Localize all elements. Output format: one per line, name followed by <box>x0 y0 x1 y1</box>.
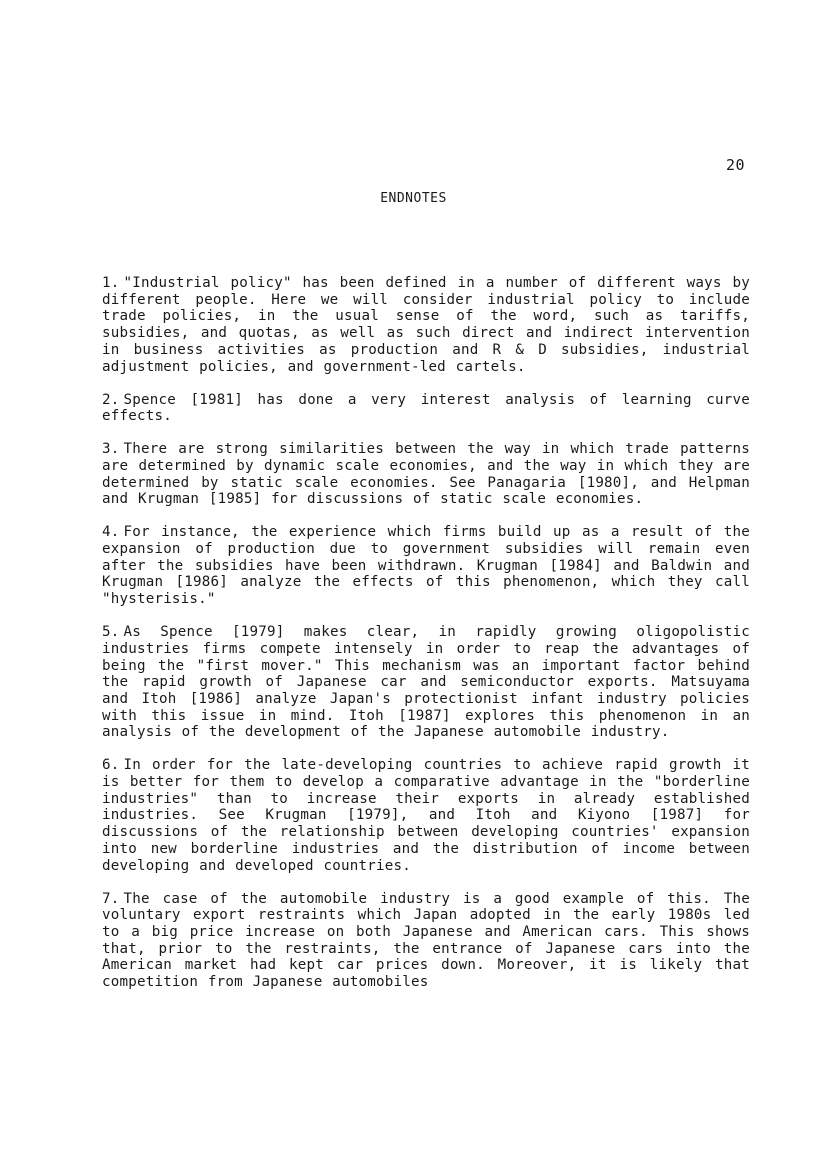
endnote-number: 5. <box>102 624 120 641</box>
page-number: 20 <box>726 156 746 174</box>
endnote-text: In order for the late-developing countries to achieve rapid growth it is better for them to develop a comparative advantage in the "borderline industries" than to increase their exports in already established industries. See Krugman [1979], and Itoh and Kiyono [1987] for discussions of the relationship between developing countries' expansion into new borderline industries and the distribution of income between developing and developed countries. <box>102 757 750 874</box>
endnotes-list <box>102 275 750 1007</box>
endnote-text: For instance, the experience which firms build up as a result of the expansion of production due to government subsidies will remain even after the subsidies have been withdrawn. Krugman [1984] and Baldwin and Krugman [1986] analyze the effects of this phenomenon, which they call "hysterisis." <box>102 524 750 608</box>
endnote-5 <box>102 624 750 741</box>
endnote-6 <box>102 757 750 874</box>
endnote-number: 4. <box>102 524 120 541</box>
endnote-2 <box>102 392 750 425</box>
endnote-number: 3. <box>102 441 120 458</box>
endnote-1 <box>102 275 750 375</box>
endnote-number: 6. <box>102 757 120 774</box>
endnote-3 <box>102 441 750 508</box>
page-title: ENDNOTES <box>380 191 447 206</box>
endnote-7 <box>102 891 750 991</box>
endnote-number: 2. <box>102 391 120 408</box>
endnote-number: 1. <box>102 275 120 291</box>
endnote-number: 7. <box>102 890 120 907</box>
endnote-text: Spence [1981] has done a very interest analysis of learning curve effects. <box>102 391 750 425</box>
endnote-text: "Industrial policy" has been defined in a number of different ways by different people. Here we will consider industrial policy to include trade policies, in the usual sense of the word, such as tariffs, subsidies, and quotas, as well as such direct and indirect intervention in business activities as production and R & D subsidies, industrial adjustment policies, and government-led cartels. <box>102 275 750 375</box>
endnote-text: There are strong similarities between the way in which trade patterns are determined by dynamic scale economies, and the way in which they are determined by static scale economies. See Panagaria [1980], and Helpman and Krugman [1985] for discussions of static scale economies. <box>102 441 750 508</box>
endnote-text: As Spence [1979] makes clear, in rapidly growing oligopolistic industries firms compete intensely in order to reap the advantages of being the "first mover." This mechanism was an important factor behind the rapid growth of Japanese car and semiconductor exports. Matsuyama and Itoh [1986] analyze Japan's protectionist infant industry policies with this issue in mind. Itoh [1987] explores this phenomenon in an analysis of the development of the Japanese automobile industry. <box>102 624 750 741</box>
endnote-text: The case of the automobile industry is a good example of this. The voluntary export restraints which Japan adopted in the early 1980s led to a big price increase on both Japanese and American cars. This shows that, prior to the restraints, the entrance of Japanese cars into the American market had kept car prices down. Moreover, it is likely that competition from Japanese automobiles <box>102 890 750 991</box>
endnote-4 <box>102 524 750 608</box>
